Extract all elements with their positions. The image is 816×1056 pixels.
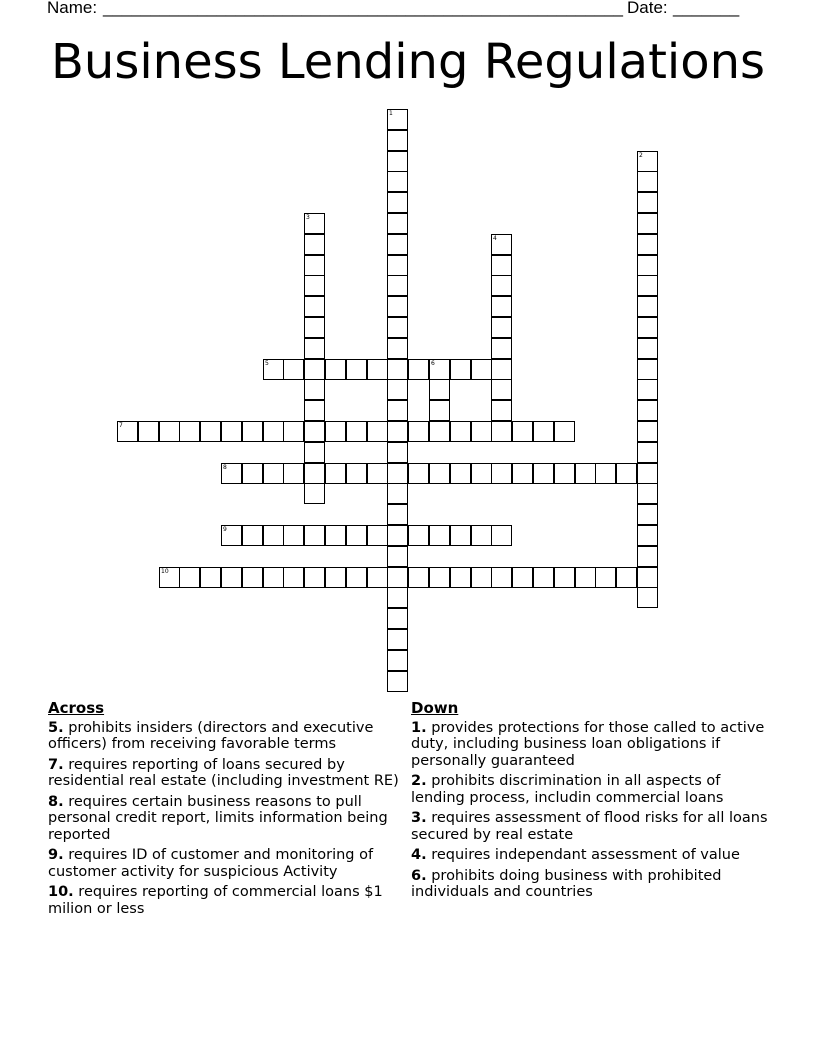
grid-cell[interactable] [512,567,533,588]
cell-number: 5 [265,360,269,367]
clue-down-3 [411,810,771,843]
grid-cell[interactable] [387,296,408,317]
grid-cell[interactable] [200,567,221,588]
grid-cell[interactable] [367,567,388,588]
grid-cell[interactable] [637,567,658,588]
grid-cell[interactable] [450,567,471,588]
grid-cell[interactable] [304,317,325,338]
grid-cell[interactable] [200,421,221,442]
clue-text: prohibits doing business with prohibited individuals and countries [411,867,722,900]
grid-cell[interactable] [554,463,575,484]
grid-cell[interactable] [637,192,658,213]
grid-cell[interactable] [616,463,637,484]
grid-cell[interactable] [491,234,512,255]
grid-cell[interactable] [491,463,512,484]
grid-cell[interactable] [450,463,471,484]
grid-cell[interactable] [512,421,533,442]
grid-cell[interactable] [554,421,575,442]
clue-number: 6. [411,867,427,884]
clue-number: 4. [411,847,427,863]
grid-cell[interactable] [637,275,658,296]
date-label: Date: [627,0,668,17]
grid-cell[interactable] [263,567,284,588]
grid-cell[interactable] [283,463,304,484]
grid-cell[interactable] [346,525,367,546]
grid-cell[interactable] [304,567,325,588]
clue-number: 7. [48,756,64,773]
down-heading: Down [411,699,459,717]
clue-down-4 [411,847,771,864]
grid-cell[interactable] [387,317,408,338]
clue-text: requires reporting of commercial loans $1 milion or less [48,884,383,917]
grid-cell[interactable] [387,255,408,276]
grid-cell[interactable] [387,421,408,442]
clue-text: prohibits discrimination in all aspects of lending process, includin commercial loans [411,773,724,806]
grid-cell[interactable] [637,234,658,255]
grid-cell[interactable] [263,525,284,546]
grid-cell[interactable] [221,463,242,484]
clue-number: 10. [48,884,74,900]
grid-cell[interactable] [637,587,658,608]
grid-cell[interactable] [387,587,408,608]
grid-cell[interactable] [491,255,512,276]
grid-cell[interactable] [387,109,408,130]
clue-number: 2. [411,773,427,789]
clue-number: 1. [411,719,427,736]
grid-cell[interactable] [304,483,325,504]
grid-cell[interactable] [637,296,658,317]
grid-cell[interactable] [450,525,471,546]
grid-cell[interactable] [159,567,180,588]
grid-cell[interactable] [387,483,408,504]
clue-across-9 [48,847,408,880]
grid-cell[interactable] [637,400,658,421]
grid-cell[interactable] [387,442,408,463]
grid-cell[interactable] [346,421,367,442]
cell-number: 9 [223,526,227,533]
grid-cell[interactable] [304,463,325,484]
clue-text: requires independant assessment of value [431,847,740,863]
grid-cell[interactable] [304,338,325,359]
grid-cell[interactable] [554,567,575,588]
grid-cell[interactable] [637,151,658,172]
grid-cell[interactable] [221,567,242,588]
grid-cell[interactable] [387,379,408,400]
grid-cell[interactable] [242,463,263,484]
cell-number: 1 [389,110,393,117]
grid-cell[interactable] [325,421,346,442]
grid-cell[interactable] [387,275,408,296]
grid-cell[interactable] [429,359,450,380]
clue-text: requires ID of customer and monitoring of customer activity for suspicious Activity [48,847,374,880]
grid-cell[interactable] [637,359,658,380]
clue-number: 5. [48,719,64,736]
grid-cell[interactable] [221,421,242,442]
grid-cell[interactable] [637,255,658,276]
grid-cell[interactable] [637,338,658,359]
grid-cell[interactable] [595,463,616,484]
grid-cell[interactable] [387,629,408,650]
grid-cell[interactable] [512,463,533,484]
grid-cell[interactable] [179,567,200,588]
grid-cell[interactable] [450,421,471,442]
grid-cell[interactable] [387,546,408,567]
across-heading: Across [48,699,105,717]
clue-text: requires reporting of loans secured by residential real estate (including investment RE) [48,756,399,789]
grid-cell[interactable] [179,421,200,442]
grid-cell[interactable] [471,525,492,546]
grid-cell[interactable] [387,171,408,192]
grid-cell[interactable] [408,421,429,442]
grid-cell[interactable] [491,567,512,588]
grid-cell[interactable] [408,525,429,546]
grid-cell[interactable] [637,442,658,463]
grid-cell[interactable] [263,359,284,380]
grid-cell[interactable] [387,567,408,588]
grid-cell[interactable] [367,525,388,546]
grid-cell[interactable] [387,130,408,151]
grid-cell[interactable] [387,359,408,380]
grid-cell[interactable] [637,546,658,567]
grid-cell[interactable] [325,359,346,380]
grid-cell[interactable] [637,463,658,484]
grid-cell[interactable] [304,400,325,421]
grid-cell[interactable] [367,463,388,484]
grid-cell[interactable] [616,567,637,588]
grid-cell[interactable] [387,671,408,692]
grid-cell[interactable] [159,421,180,442]
grid-cell[interactable] [387,192,408,213]
grid-cell[interactable] [637,483,658,504]
grid-cell[interactable] [408,567,429,588]
grid-cell[interactable] [450,359,471,380]
cell-number: 10 [161,568,169,575]
grid-cell[interactable] [242,525,263,546]
grid-cell[interactable] [387,504,408,525]
grid-cell[interactable] [367,359,388,380]
grid-cell[interactable] [429,400,450,421]
grid-cell[interactable] [263,421,284,442]
grid-cell[interactable] [263,463,284,484]
grid-cell[interactable] [242,421,263,442]
grid-cell[interactable] [304,442,325,463]
name-line[interactable]: _______________________________________________________ [103,0,624,17]
grid-cell[interactable] [387,650,408,671]
clue-text: requires certain business reasons to pull personal credit report, limits information being reported [48,793,388,843]
grid-cell[interactable] [117,421,138,442]
cell-number: 8 [223,464,227,471]
name-label: Name: [47,0,98,17]
grid-cell[interactable] [491,359,512,380]
grid-cell[interactable] [429,463,450,484]
clue-number: 8. [48,793,64,810]
clue-number: 9. [48,847,64,863]
grid-cell[interactable] [304,296,325,317]
grid-cell[interactable] [429,421,450,442]
grid-cell[interactable] [491,275,512,296]
cell-number: 4 [493,235,497,242]
grid-cell[interactable] [387,525,408,546]
clue-across-5 [48,720,408,753]
grid-cell[interactable] [283,525,304,546]
cell-number: 3 [306,214,310,221]
grid-cell[interactable] [429,379,450,400]
grid-cell[interactable] [429,567,450,588]
grid-cell[interactable] [387,213,408,234]
cell-number: 7 [119,422,123,429]
grid-cell[interactable] [325,567,346,588]
grid-cell[interactable] [283,421,304,442]
grid-cell[interactable] [346,359,367,380]
grid-cell[interactable] [595,567,616,588]
cell-number: 2 [639,152,643,159]
grid-cell[interactable] [387,463,408,484]
date-line[interactable]: _______ [673,0,740,17]
grid-cell[interactable] [387,151,408,172]
grid-cell[interactable] [304,421,325,442]
grid-cell[interactable] [242,567,263,588]
clue-text: prohibits insiders (directors and executive officers) from receiving favorable terms [48,719,374,752]
cell-number: 6 [431,360,435,367]
page-title: Business Lending Regulations [50,34,766,90]
grid-cell[interactable] [387,234,408,255]
clue-text: provides protections for those called to active duty, including business loan obligations if personally guaranteed [411,719,765,769]
grid-cell[interactable] [387,338,408,359]
clue-down-2 [411,773,771,806]
clue-down-6 [411,868,771,901]
clue-down-1 [411,720,771,770]
grid-cell[interactable] [429,525,450,546]
clue-across-10 [48,884,408,917]
grid-cell[interactable] [408,359,429,380]
grid-cell[interactable] [325,463,346,484]
clue-number: 3. [411,810,427,826]
grid-cell[interactable] [637,421,658,442]
clue-text: requires assessment of flood risks for all loans secured by real estate [411,810,768,843]
grid-cell[interactable] [637,525,658,546]
grid-cell[interactable] [637,379,658,400]
grid-cell[interactable] [304,275,325,296]
grid-cell[interactable] [575,567,596,588]
grid-cell[interactable] [408,463,429,484]
grid-cell[interactable] [221,525,242,546]
grid-cell[interactable] [575,463,596,484]
grid-cell[interactable] [471,421,492,442]
grid-cell[interactable] [471,463,492,484]
grid-cell[interactable] [491,296,512,317]
grid-cell[interactable] [491,525,512,546]
grid-cell[interactable] [325,525,346,546]
grid-cell[interactable] [283,567,304,588]
grid-cell[interactable] [367,421,388,442]
grid-cell[interactable] [304,255,325,276]
across-clues [48,700,408,921]
grid-cell[interactable] [304,213,325,234]
grid-cell[interactable] [533,463,554,484]
grid-cell[interactable] [637,213,658,234]
grid-cell[interactable] [471,567,492,588]
clue-across-7 [48,757,408,790]
grid-cell[interactable] [304,525,325,546]
grid-cell[interactable] [346,567,367,588]
grid-cell[interactable] [138,421,159,442]
grid-cell[interactable] [346,463,367,484]
grid-cell[interactable] [491,379,512,400]
grid-cell[interactable] [387,400,408,421]
grid-cell[interactable] [491,338,512,359]
grid-cell[interactable] [637,504,658,525]
grid-cell[interactable] [637,171,658,192]
grid-cell[interactable] [533,421,554,442]
grid-cell[interactable] [304,234,325,255]
grid-cell[interactable] [491,317,512,338]
grid-cell[interactable] [491,400,512,421]
grid-cell[interactable] [491,421,512,442]
grid-cell[interactable] [304,379,325,400]
grid-cell[interactable] [637,317,658,338]
grid-cell[interactable] [471,359,492,380]
clue-across-8 [48,794,408,844]
down-clues [411,700,771,905]
grid-cell[interactable] [283,359,304,380]
grid-cell[interactable] [304,359,325,380]
grid-cell[interactable] [533,567,554,588]
grid-cell[interactable] [387,608,408,629]
